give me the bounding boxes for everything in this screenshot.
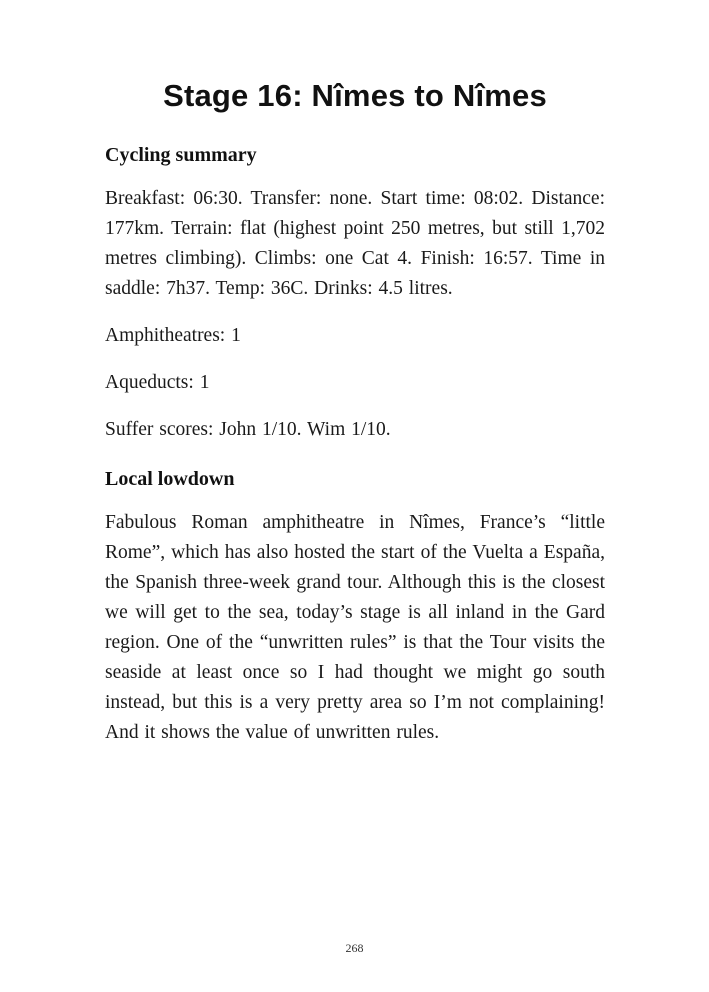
- paragraph-amphitheatres: Amphitheatres: 1: [105, 324, 241, 346]
- paragraph-aqueducts: Aqueducts: 1: [105, 371, 210, 393]
- page-number: 268: [345, 941, 364, 955]
- paragraph-suffer-scores: Suffer scores: John 1/10. Wim 1/10.: [105, 418, 391, 440]
- paragraph-local-lowdown: Fabulous Roman amphitheatre in Nîmes, France’s “little Rome”, which has also hosted the start of the Vuelta a España, the Spanish three-week grand tour. Although this is the closest we will get to the sea, today’s stage is all inland in the Gard region. One of the “unwritten rules” is that the Tour visits the seaside at least once so I had thought we might go south instead, but this is a very pretty area so I’m not complaining! And it shows the value of unwritten rules.: [105, 511, 605, 743]
- page-title: Stage 16: Nîmes to Nîmes: [163, 78, 547, 113]
- section-heading-local-lowdown: Local lowdown: [105, 467, 235, 490]
- section-heading-cycling-summary: Cycling summary: [105, 143, 257, 166]
- paragraph-cycling-summary: Breakfast: 06:30. Transfer: none. Start time: 08:02. Distance: 177km. Terrain: flat (highest point 250 metres, but still 1,702 metres climbing). Climbs: one Cat 4. Finish: 16:57. Time in saddle: 7h37. Temp: 36C. Drinks: 4.5 litres.: [105, 187, 605, 299]
